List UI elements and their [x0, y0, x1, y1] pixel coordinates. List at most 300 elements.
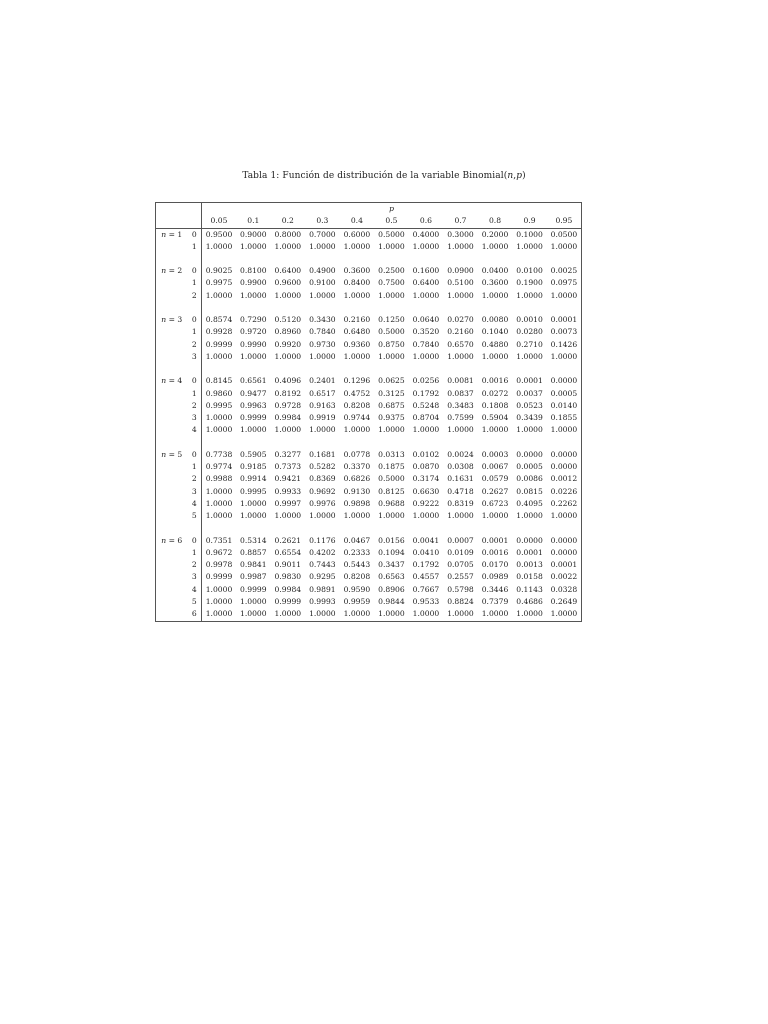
spacer-cell	[202, 302, 582, 314]
table-row	[156, 584, 582, 596]
probability-cell: 0.0523	[516, 400, 543, 410]
probability-cell: 0.7373	[274, 462, 302, 472]
group-spacer-row	[156, 363, 582, 375]
probability-cell: 0.0013	[516, 560, 543, 570]
probability-cell: 1.0000	[274, 609, 302, 619]
probability-cell: 1.0000	[378, 425, 405, 435]
header-empty-k	[188, 203, 202, 216]
probability-cell: 0.8574	[205, 315, 233, 325]
probability-cell: 0.5282	[309, 462, 336, 472]
probability-cell: 0.0003	[481, 449, 509, 459]
header-p-value: 0.6	[409, 215, 444, 228]
probability-cell: 0.6554	[274, 547, 302, 557]
header-p-value: 0.1	[236, 215, 271, 228]
probability-cell: 0.9728	[274, 400, 302, 410]
probability-cell: 0.5905	[240, 449, 267, 459]
probability-cell: 0.0086	[516, 474, 543, 484]
n-value: = 6	[166, 535, 183, 545]
probability-cell: 0.7500	[378, 278, 405, 288]
probability-cell: 1.0000	[550, 511, 578, 521]
probability-cell: 0.4557	[412, 572, 440, 582]
probability-cell: 1.0000	[309, 609, 336, 619]
k-label: 0	[188, 535, 202, 547]
probability-cell: 0.7599	[447, 413, 474, 423]
probability-cell: 0.0001	[550, 315, 578, 325]
probability-cell: 0.0256	[412, 376, 440, 386]
header-p-value: 0.05	[202, 215, 237, 228]
probability-cell: 1.0000	[343, 609, 371, 619]
spacer-cell	[188, 437, 202, 449]
n-label	[156, 265, 188, 277]
probability-cell: 1.0000	[309, 511, 336, 521]
probability-cell: 0.9774	[205, 462, 233, 472]
probability-cell: 0.1792	[412, 388, 440, 398]
probability-cell: 0.2649	[550, 597, 578, 607]
header-empty-n2	[156, 215, 188, 228]
probability-cell: 0.3174	[412, 474, 440, 484]
probability-cell: 0.6563	[378, 572, 405, 582]
probability-cell: 0.2160	[343, 315, 371, 325]
group-spacer-row	[156, 302, 582, 314]
spacer-cell	[202, 437, 582, 449]
table-row	[156, 424, 582, 436]
k-label: 1	[188, 388, 202, 400]
probability-cell: 0.9590	[343, 584, 371, 594]
k-label: 3	[188, 351, 202, 363]
probability-cell: 0.9421	[274, 474, 302, 484]
probability-cell: 0.5000	[378, 327, 405, 337]
probability-cell: 1.0000	[516, 609, 543, 619]
probability-cell: 0.9999	[205, 339, 233, 349]
probability-cell: 0.3430	[309, 315, 336, 325]
probability-cell: 0.1875	[378, 462, 405, 472]
probability-cell: 0.2621	[274, 535, 302, 545]
n-label	[156, 535, 188, 547]
probability-cell: 0.2262	[550, 498, 578, 508]
probability-cell: 1.0000	[481, 351, 509, 361]
table-row	[156, 388, 582, 400]
probability-cell: 0.5904	[481, 413, 509, 423]
probability-cell: 0.9990	[240, 339, 267, 349]
probability-cell: 0.9222	[412, 498, 440, 508]
k-label: 0	[188, 449, 202, 461]
n-label	[156, 596, 188, 608]
probability-cell: 0.0000	[550, 449, 578, 459]
k-label: 2	[188, 290, 202, 302]
probability-cell: 0.9891	[309, 584, 336, 594]
probability-cell: 0.8824	[447, 597, 474, 607]
table-row	[156, 314, 582, 326]
k-label: 3	[188, 571, 202, 583]
table-row	[156, 535, 582, 547]
probability-cell: 0.0815	[516, 486, 543, 496]
group-spacer-row	[156, 523, 582, 535]
probability-cell: 0.5120	[274, 315, 302, 325]
probability-cell: 0.3483	[447, 400, 474, 410]
table-caption	[0, 171, 768, 181]
k-label: 2	[188, 339, 202, 351]
probability-cell: 0.0000	[516, 449, 543, 459]
probability-cell: 0.1631	[447, 474, 474, 484]
probability-cell: 0.7443	[309, 560, 336, 570]
probability-cell: 1.0000	[240, 597, 267, 607]
probability-cell: 0.0081	[447, 376, 474, 386]
probability-cell: 0.0007	[447, 535, 474, 545]
probability-cell: 0.8960	[274, 327, 302, 337]
probability-cell: 1.0000	[309, 241, 336, 251]
probability-cell: 1.0000	[550, 351, 578, 361]
probability-cell: 0.5798	[447, 584, 474, 594]
probability-cell: 0.6875	[378, 400, 405, 410]
spacer-cell	[156, 523, 188, 535]
n-symbol: n	[161, 229, 167, 239]
probability-cell: 0.0100	[516, 266, 543, 276]
probability-cell: 0.0579	[481, 474, 509, 484]
probability-cell: 1.0000	[205, 486, 233, 496]
probability-cell: 0.6826	[343, 474, 371, 484]
probability-cell: 0.0005	[516, 462, 543, 472]
probability-cell: 0.7738	[205, 449, 233, 459]
table-row	[156, 339, 582, 351]
spacer-cell	[202, 363, 582, 375]
spacer-cell	[156, 302, 188, 314]
probability-cell: 0.9999	[240, 584, 267, 594]
probability-cell: 0.0140	[550, 400, 578, 410]
probability-cell: 0.0037	[516, 388, 543, 398]
probability-cell: 0.1792	[412, 560, 440, 570]
probability-cell: 0.9995	[240, 486, 267, 496]
caption-n-symbol: n	[507, 171, 514, 181]
probability-cell: 1.0000	[205, 413, 233, 423]
probability-cell: 0.9933	[274, 486, 302, 496]
probability-cell: 0.4880	[481, 339, 509, 349]
probability-cell: 0.2710	[516, 339, 543, 349]
probability-cell: 1.0000	[274, 290, 302, 300]
probability-cell: 1.0000	[412, 290, 440, 300]
probability-cell: 0.0467	[343, 535, 371, 545]
n-label	[156, 486, 188, 498]
probability-cell: 1.0000	[309, 290, 336, 300]
n-value: = 4	[166, 376, 183, 386]
probability-cell: 0.5314	[240, 535, 267, 545]
probability-cell: 0.9988	[205, 474, 233, 484]
n-label	[156, 412, 188, 424]
probability-cell: 0.0272	[481, 388, 509, 398]
header-p-row	[156, 203, 582, 216]
probability-cell: 1.0000	[550, 609, 578, 619]
probability-cell: 0.9185	[240, 462, 267, 472]
k-label: 0	[188, 375, 202, 387]
header-p-value: 0.7	[443, 215, 478, 228]
table-row	[156, 461, 582, 473]
probability-cell: 0.8906	[378, 584, 405, 594]
probability-cell: 0.8369	[309, 474, 336, 484]
probability-cell: 1.0000	[378, 290, 405, 300]
probability-cell: 1.0000	[343, 425, 371, 435]
probability-cell: 0.9975	[205, 278, 233, 288]
n-label	[156, 400, 188, 412]
probability-cell: 0.9295	[309, 572, 336, 582]
probability-cell: 1.0000	[481, 241, 509, 251]
probability-cell: 0.8192	[274, 388, 302, 398]
probability-cell: 0.7667	[412, 584, 440, 594]
n-value: = 3	[166, 315, 183, 325]
n-label	[156, 339, 188, 351]
spacer-cell	[188, 523, 202, 535]
probability-cell: 0.0900	[447, 266, 474, 276]
probability-cell: 0.9919	[309, 413, 336, 423]
k-label: 1	[188, 547, 202, 559]
probability-cell: 0.1040	[481, 327, 509, 337]
n-label	[156, 473, 188, 485]
probability-cell: 0.4202	[309, 547, 336, 557]
probability-cell: 1.0000	[412, 425, 440, 435]
probability-cell: 0.4686	[516, 597, 543, 607]
header-p-value: 0.5	[374, 215, 409, 228]
probability-cell: 0.9978	[205, 560, 233, 570]
probability-cell: 0.9900	[240, 278, 267, 288]
probability-cell: 1.0000	[205, 498, 233, 508]
probability-cell: 0.8750	[378, 339, 405, 349]
probability-cell: 1.0000	[412, 351, 440, 361]
probability-cell: 0.0313	[378, 449, 405, 459]
probability-cell: 0.3446	[481, 584, 509, 594]
probability-cell: 0.8857	[240, 547, 267, 557]
k-label: 2	[188, 559, 202, 571]
probability-cell: 0.7379	[481, 597, 509, 607]
probability-cell: 0.9841	[240, 560, 267, 570]
spacer-cell	[188, 302, 202, 314]
probability-cell: 0.8208	[343, 400, 371, 410]
probability-cell: 0.0410	[412, 547, 440, 557]
probability-cell: 0.9920	[274, 339, 302, 349]
k-label: 6	[188, 608, 202, 621]
probability-cell: 0.4752	[343, 388, 371, 398]
k-label: 2	[188, 400, 202, 412]
n-symbol: n	[161, 535, 167, 545]
probability-cell: 0.0975	[550, 278, 578, 288]
table-row	[156, 265, 582, 277]
probability-cell: 1.0000	[481, 511, 509, 521]
binomial-table-body	[156, 203, 582, 622]
spacer-cell	[202, 253, 582, 265]
probability-cell: 0.4900	[309, 266, 336, 276]
probability-cell: 0.9360	[343, 339, 371, 349]
probability-cell: 1.0000	[516, 241, 543, 251]
n-label	[156, 547, 188, 559]
probability-cell: 0.9993	[309, 597, 336, 607]
probability-cell: 0.0308	[447, 462, 474, 472]
probability-cell: 0.1143	[516, 584, 543, 594]
probability-cell: 0.6570	[447, 339, 474, 349]
probability-cell: 0.6630	[412, 486, 440, 496]
probability-cell: 0.0000	[550, 376, 578, 386]
n-label	[156, 290, 188, 302]
probability-cell: 0.8125	[378, 486, 405, 496]
k-label: 1	[188, 461, 202, 473]
probability-cell: 0.1808	[481, 400, 509, 410]
probability-cell: 0.0000	[550, 462, 578, 472]
probability-cell: 0.7290	[240, 315, 267, 325]
probability-cell: 0.6000	[343, 229, 371, 239]
k-label: 4	[188, 584, 202, 596]
probability-cell: 0.9744	[343, 413, 371, 423]
probability-cell: 1.0000	[378, 241, 405, 251]
probability-cell: 0.4000	[412, 229, 440, 239]
probability-cell: 0.3370	[343, 462, 371, 472]
table-row	[156, 375, 582, 387]
probability-cell: 0.0500	[550, 229, 578, 239]
table-row	[156, 412, 582, 424]
n-label	[156, 559, 188, 571]
k-label: 1	[188, 277, 202, 289]
spacer-cell	[156, 253, 188, 265]
probability-cell: 0.9984	[274, 413, 302, 423]
probability-cell: 0.3520	[412, 327, 440, 337]
probability-cell: 0.0001	[516, 376, 543, 386]
probability-cell: 1.0000	[550, 241, 578, 251]
probability-cell: 0.8145	[205, 376, 233, 386]
k-label: 2	[188, 473, 202, 485]
probability-cell: 1.0000	[378, 511, 405, 521]
probability-cell: 0.0837	[447, 388, 474, 398]
probability-cell: 0.4096	[274, 376, 302, 386]
probability-cell: 1.0000	[205, 425, 233, 435]
probability-cell: 0.4095	[516, 498, 543, 508]
header-p-value: 0.95	[547, 215, 582, 228]
probability-cell: 0.9720	[240, 327, 267, 337]
probability-cell: 0.0870	[412, 462, 440, 472]
n-label	[156, 314, 188, 326]
k-label: 5	[188, 596, 202, 608]
probability-cell: 0.9898	[343, 498, 371, 508]
n-symbol: n	[161, 376, 167, 386]
probability-cell: 1.0000	[240, 498, 267, 508]
n-symbol: n	[161, 449, 167, 459]
probability-cell: 0.2000	[481, 229, 509, 239]
probability-cell: 0.9130	[343, 486, 371, 496]
probability-cell: 0.1855	[550, 413, 578, 423]
probability-cell: 0.1176	[309, 535, 336, 545]
probability-cell: 1.0000	[447, 290, 474, 300]
probability-cell: 0.9997	[274, 498, 302, 508]
probability-cell: 0.5248	[412, 400, 440, 410]
probability-cell: 1.0000	[516, 351, 543, 361]
probability-cell: 0.9830	[274, 572, 302, 582]
spacer-cell	[188, 253, 202, 265]
spacer-cell	[202, 523, 582, 535]
table-row	[156, 449, 582, 461]
caption-suffix: )	[522, 171, 526, 181]
probability-cell: 0.9100	[309, 278, 336, 288]
probability-cell: 1.0000	[447, 425, 474, 435]
table-row	[156, 326, 582, 338]
caption-separator: ,	[513, 171, 517, 181]
probability-cell: 1.0000	[447, 241, 474, 251]
probability-cell: 0.0010	[516, 315, 543, 325]
n-label	[156, 571, 188, 583]
binomial-table	[155, 202, 582, 622]
spacer-cell	[188, 363, 202, 375]
probability-cell: 0.9025	[205, 266, 233, 276]
n-label	[156, 424, 188, 436]
probability-cell: 0.2401	[309, 376, 336, 386]
probability-cell: 0.0000	[550, 547, 578, 557]
table-row	[156, 510, 582, 522]
probability-cell: 0.0041	[412, 535, 440, 545]
spacer-cell	[156, 437, 188, 449]
probability-cell: 0.0989	[481, 572, 509, 582]
probability-cell: 0.6400	[274, 266, 302, 276]
probability-cell: 0.5100	[447, 278, 474, 288]
probability-cell: 0.3600	[343, 266, 371, 276]
probability-cell: 0.0022	[550, 572, 578, 582]
k-label: 1	[188, 241, 202, 253]
probability-cell: 0.7840	[309, 327, 336, 337]
k-label: 5	[188, 510, 202, 522]
probability-cell: 0.9533	[412, 597, 440, 607]
k-label: 3	[188, 486, 202, 498]
probability-cell: 1.0000	[274, 425, 302, 435]
probability-cell: 1.0000	[516, 290, 543, 300]
probability-cell: 0.9959	[343, 597, 371, 607]
probability-cell: 0.0705	[447, 560, 474, 570]
probability-cell: 0.0080	[481, 315, 509, 325]
n-label	[156, 228, 188, 241]
header-p-value: 0.9	[512, 215, 547, 228]
header-p-value: 0.4	[340, 215, 375, 228]
table-row	[156, 277, 582, 289]
probability-cell: 1.0000	[343, 511, 371, 521]
n-label	[156, 510, 188, 522]
probability-cell: 0.0158	[516, 572, 543, 582]
probability-cell: 0.9984	[274, 584, 302, 594]
probability-cell: 1.0000	[343, 351, 371, 361]
table-row	[156, 290, 582, 302]
probability-cell: 0.8704	[412, 413, 440, 423]
probability-cell: 0.9999	[240, 413, 267, 423]
probability-cell: 1.0000	[412, 609, 440, 619]
probability-cell: 1.0000	[205, 351, 233, 361]
probability-cell: 0.3437	[378, 560, 405, 570]
probability-cell: 0.8000	[274, 229, 302, 239]
probability-cell: 0.4718	[447, 486, 474, 496]
probability-cell: 0.7351	[205, 535, 233, 545]
probability-cell: 0.0001	[516, 547, 543, 557]
probability-cell: 0.9976	[309, 498, 336, 508]
probability-cell: 0.0025	[550, 266, 578, 276]
probability-cell: 0.1296	[343, 376, 371, 386]
probability-cell: 0.0625	[378, 376, 405, 386]
probability-cell: 0.0400	[481, 266, 509, 276]
probability-cell: 1.0000	[343, 241, 371, 251]
k-label: 3	[188, 412, 202, 424]
probability-cell: 1.0000	[205, 290, 233, 300]
caption-prefix: Tabla 1: Función de distribución de la variable Binomial(	[242, 171, 508, 181]
probability-cell: 1.0000	[412, 241, 440, 251]
probability-cell: 1.0000	[447, 511, 474, 521]
probability-cell: 0.3439	[516, 413, 543, 423]
probability-cell: 0.0016	[481, 547, 509, 557]
probability-cell: 0.5000	[378, 474, 405, 484]
probability-cell: 0.8208	[343, 572, 371, 582]
probability-cell: 0.1600	[412, 266, 440, 276]
probability-cell: 1.0000	[205, 609, 233, 619]
probability-cell: 0.5443	[343, 560, 371, 570]
probability-cell: 0.9375	[378, 413, 405, 423]
probability-cell: 0.5000	[378, 229, 405, 239]
probability-cell: 1.0000	[481, 609, 509, 619]
